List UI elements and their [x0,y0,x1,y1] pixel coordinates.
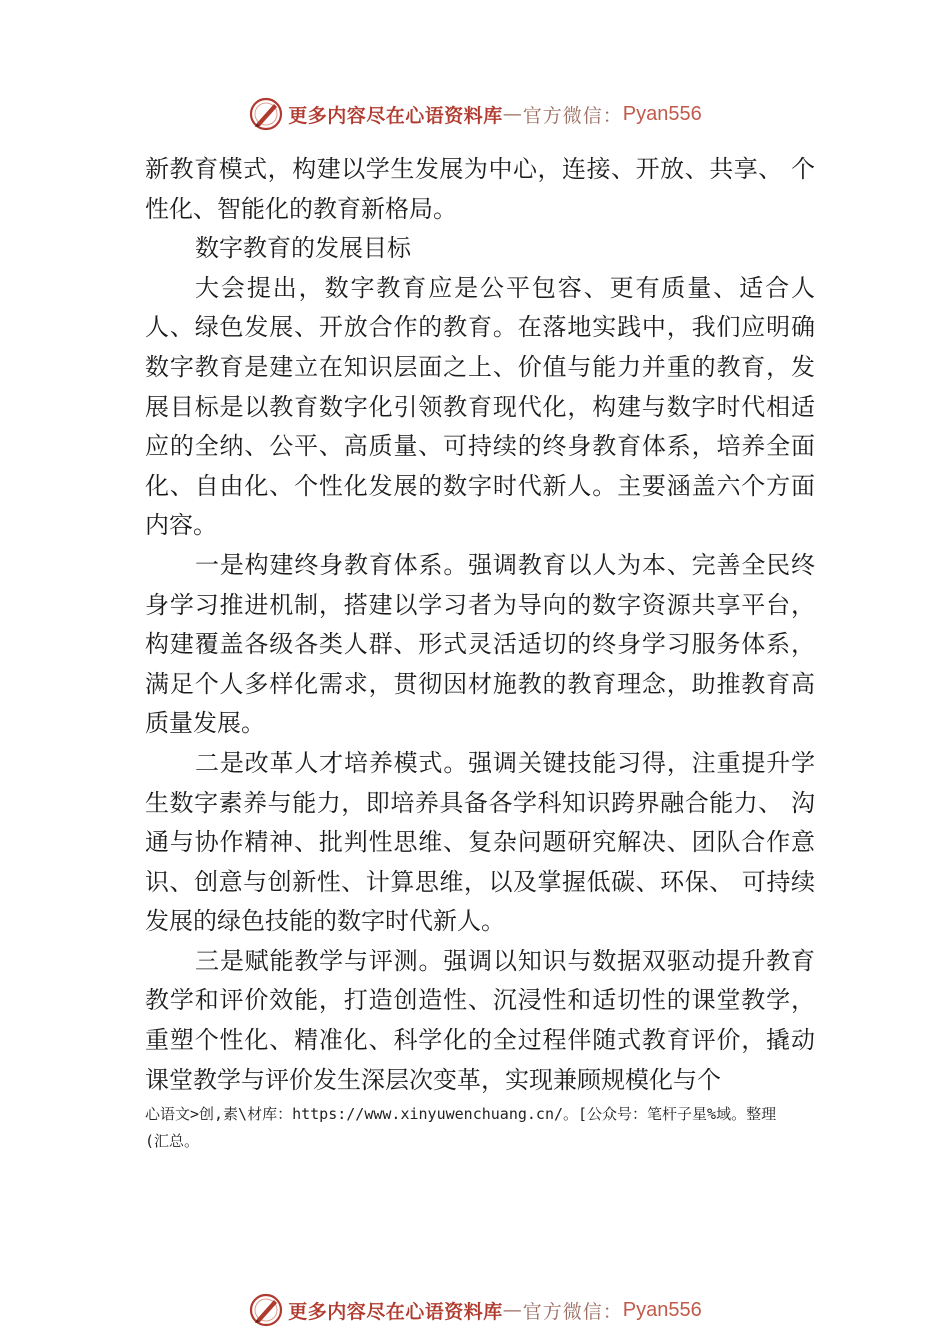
paragraph: 一是构建终身教育体系。强调教育以人为本、完善全民终身学习推进机制，搭建以学习者为导向的数字资源共享平台，构建覆盖各级各类人群、形式灵活适切的终身学习服务体系，满足个人多样化需求，贯彻因材施教的教育理念，助推教育高质量发展。 [145,550,815,738]
paragraph: 大会提出，数字教育应是公平包容、更有质量、适合人人、绿色发展、开放合作的教育。在落地实践中，我们应明确数字教育是建立在知识层面之上、价值与能力并重的教育，发展目标是以教育数字化引领教育现代化，构建与数字时代相适应的全纳、公平、高质量、可持续的终身教育体系，培养全面化、自由化、个性化发展的数字时代新人。主要涵盖六个方面内容。 [145,273,815,540]
paragraph-continuation: 新教育模式，构建以学生发展为中心，连接、开放、共享、 个性化、智能化的教育新格局。 [145,155,815,223]
footer-banner [0,1290,950,1330]
banner-wechat-label: 官方微信： [522,104,623,127]
pen-seal-icon [248,1292,284,1328]
document-body [145,150,815,1100]
banner-dash: — [502,103,523,125]
banner-dash: — [502,1299,523,1321]
footnote-line: 心语文>创,素\材库：https://www.xinyuwenchuang.cn/。[公众号：笔杆子星%域。整理 [145,1105,777,1123]
banner-wechat-id: Pyan556 [622,102,702,125]
banner-text: 更多内容尽在心语资料库 [288,104,503,127]
banner-wechat-label: 官方微信： [522,1300,623,1323]
source-footnote [145,1101,845,1155]
banner-text: 更多内容尽在心语资料库 [288,1300,503,1323]
banner-wechat-id: Pyan556 [622,1298,702,1321]
footnote-line: (汇总。 [145,1132,200,1150]
section-heading: 数字教育的发展目标 [195,234,411,263]
paragraph: 二是改革人才培养模式。强调关键技能习得，注重提升学生数字素养与能力，即培养具备各学科知识跨界融合能力、 沟通与协作精神、批判性思维、复杂问题研究解决、团队合作意识、创意与创新性、计算思维，以及掌握低碳、环保、 可持续发展的绿色技能的数字时代新人。 [145,748,815,936]
pen-seal-icon [248,96,284,132]
header-banner [0,94,950,134]
paragraph: 三是赋能教学与评测。强调以知识与数据双驱动提升教育教学和评价效能，打造创造性、沉浸性和适切性的课堂教学，重塑个性化、精准化、科学化的全过程伴随式教育评价，撬动课堂教学与评价发生深层次变革，实现兼顾规模化与个 [145,946,815,1094]
